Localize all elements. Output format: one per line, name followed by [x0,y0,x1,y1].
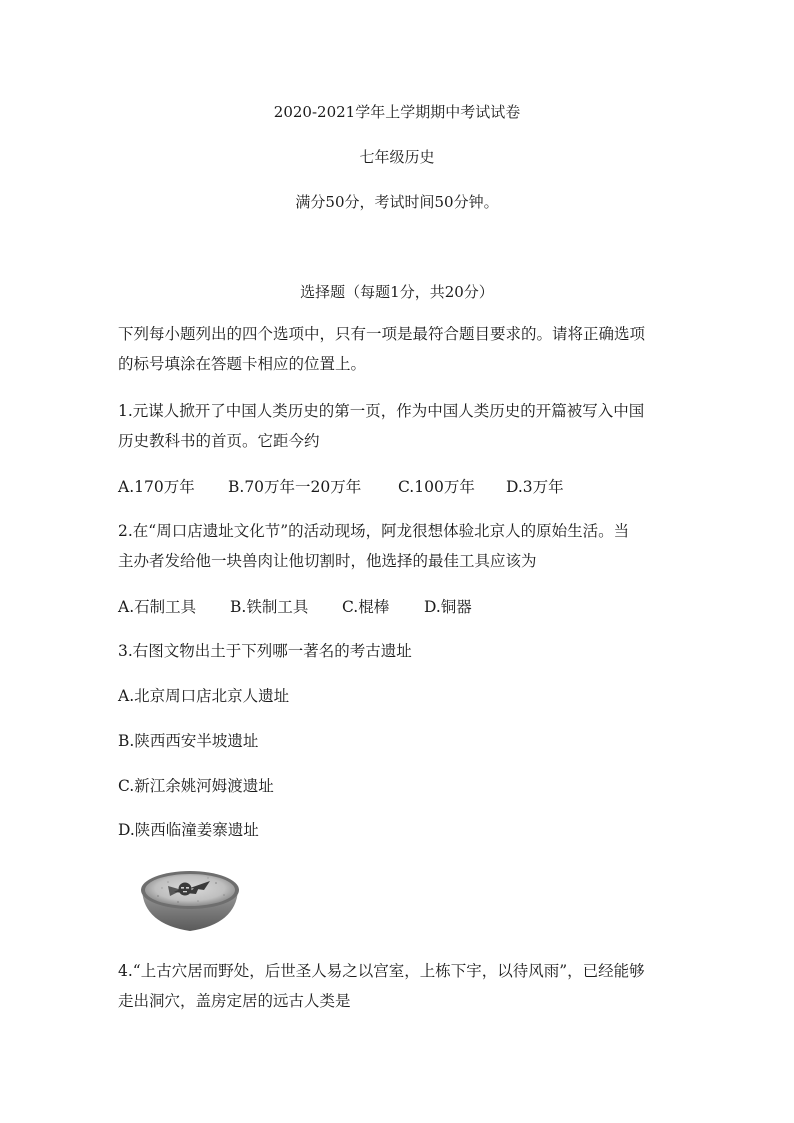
question-2-stem-line-2: 主办者发给他一块兽肉让他切割时，他选择的最佳工具应该为 [118,552,537,570]
question-2-option-b: B.铁制工具 [230,598,309,616]
question-3-option-c: C.新江余姚河姆渡遗址 [118,777,274,795]
question-2-option-d: D.铜器 [424,598,472,616]
question-1-option-a: A.170万年 [118,478,195,496]
question-1-option-c: C.100万年 [398,478,475,496]
instructions-line-2: 的标号填涂在答题卡相应的位置上。 [118,355,367,373]
exam-title: 2020-2021学年上学期期中考试试卷 [273,103,521,121]
question-1-options [118,477,564,497]
question-4-stem-line-2: 走出洞穴，盖房定居的远古人类是 [118,992,351,1010]
exam-info: 满分50分，考试时间50分钟。 [295,193,499,211]
exam-subject: 七年级历史 [359,148,435,166]
question-1-stem-line-2: 历史教科书的首页。它距今约 [118,432,320,450]
pottery-basin-image [138,868,242,934]
question-1-option-b: B.70万年一20万年 [228,478,362,496]
question-3-stem: 3.右图文物出土于下列哪一著名的考古遗址 [118,642,412,660]
question-3-option-b: B.陕西西安半坡遗址 [118,732,259,750]
question-2-stem-line-1: 2.在“周口店遗址文化节”的活动现场，阿龙很想体验北京人的原始生活。当 [118,522,630,540]
section-heading: 选择题（每题1分，共20分） [300,283,494,301]
question-3-option-d: D.陕西临潼姜寨遗址 [118,821,259,839]
instructions-line-1: 下列每小题列出的四个选项中，只有一项是最符合题目要求的。请将正确选项 [118,325,646,343]
question-2-option-a: A.石制工具 [118,598,197,616]
question-1-stem-line-1: 1.元谋人掀开了中国人类历史的第一页，作为中国人类历史的开篇被写入中国 [118,402,645,420]
question-1-option-d: D.3万年 [506,478,564,496]
question-3-option-a: A.北京周口店北京人遗址 [118,687,290,705]
question-2-option-c: C.棍棒 [342,598,390,616]
question-2-options [118,597,472,617]
question-4-stem-line-1: 4.“上古穴居而野处，后世圣人易之以宫室，上栋下宇，以待风雨”，已经能够 [118,962,645,980]
